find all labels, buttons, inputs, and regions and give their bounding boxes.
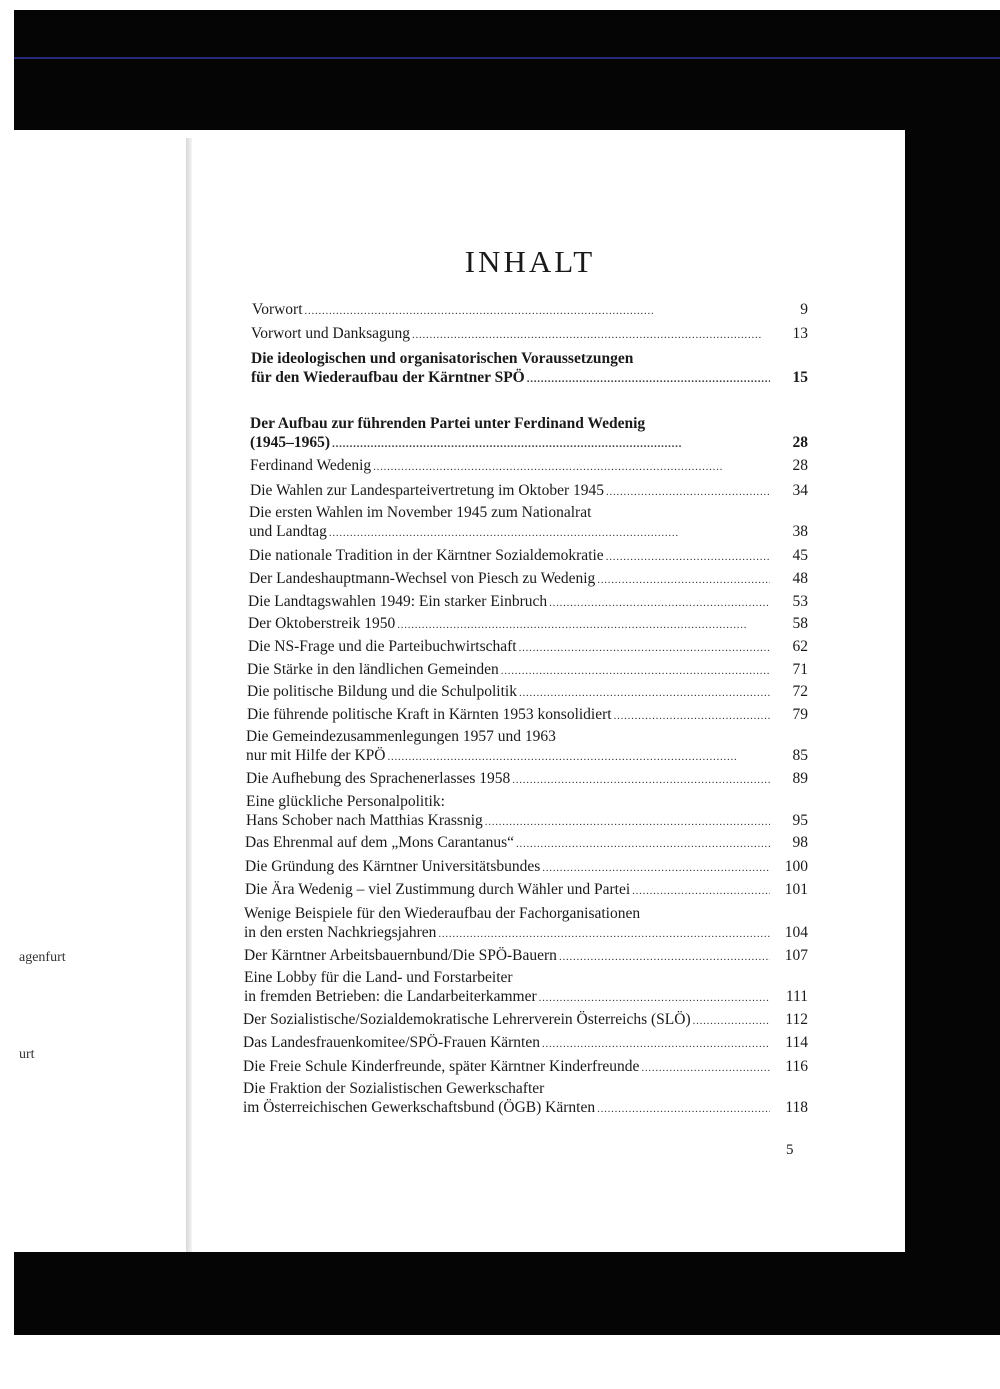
toc-entry <box>246 792 808 832</box>
toc-entry-page: 9 <box>800 301 808 318</box>
toc-entry-page: 28 <box>792 457 808 474</box>
dot-leader <box>693 1010 770 1031</box>
dot-leader <box>527 368 770 389</box>
toc-entry <box>246 769 808 790</box>
toc-entry <box>245 833 808 854</box>
toc-entry-page: 95 <box>792 812 808 829</box>
toc-entry-row <box>245 880 808 901</box>
dot-leader <box>412 324 770 345</box>
dot-leader <box>387 746 770 767</box>
dot-leader <box>641 1057 770 1078</box>
toc-entry-title: (1945–1965) <box>250 434 331 451</box>
toc-entry <box>249 546 808 567</box>
toc-entry <box>244 946 808 967</box>
dot-leader <box>606 481 770 502</box>
toc-entry-page: 85 <box>792 747 808 764</box>
toc-entry-row <box>251 368 808 389</box>
toc-entry-row <box>247 705 808 726</box>
toc-entry <box>243 1057 808 1078</box>
toc-entry <box>250 481 808 502</box>
toc-entry-title: Die Aufhebung des Sprachenerlasses 1958 <box>246 770 511 787</box>
toc-entry-row <box>244 987 808 1008</box>
toc-entry-row <box>244 923 808 944</box>
toc-entry-page: 45 <box>792 547 808 564</box>
toc-entry-title: Die politische Bildung und die Schulpolitik <box>247 683 517 700</box>
toc-entry-page: 15 <box>792 369 808 386</box>
toc-entry-title: Das Landesfrauenkomitee/SPÖ-Frauen Kärnten <box>243 1034 540 1051</box>
dot-leader <box>632 880 770 901</box>
toc-entry-title-line: Die Gemeindezusammenlegungen 1957 und 1963 <box>246 728 556 745</box>
toc-entry <box>246 727 808 767</box>
toc-entry-page: 118 <box>785 1099 808 1116</box>
toc-entry-title: nur mit Hilfe der KPÖ <box>246 747 386 764</box>
dot-leader <box>397 614 770 635</box>
toc-entry-row <box>248 592 808 613</box>
toc-entry-title: Vorwort und Danksagung <box>251 325 411 342</box>
dot-leader <box>329 522 770 543</box>
toc-entry <box>244 968 808 1008</box>
toc-entry-title: in den ersten Nachkriegsjahren <box>244 924 437 941</box>
toc-entry-title-line: Die ersten Wahlen im November 1945 zum Nationalrat <box>249 504 592 521</box>
dot-leader <box>519 682 770 703</box>
toc-entry-page: 13 <box>792 325 808 342</box>
toc-entry-page: 101 <box>784 881 808 898</box>
toc-entry-row <box>245 857 808 878</box>
toc-entry-title: Das Ehrenmal auf dem „Mons Carantanus“ <box>245 834 515 851</box>
toc-entry-title: Vorwort <box>252 301 303 318</box>
toc-entry-row <box>250 481 808 502</box>
toc-entry <box>243 1010 808 1031</box>
toc-entry-row <box>243 1010 808 1031</box>
toc-entry-row <box>243 1033 808 1054</box>
toc-entry <box>244 904 808 944</box>
toc-entry-title-line: Der Aufbau zur führenden Partei unter Ferdinand Wedenig <box>250 415 646 432</box>
toc-entry <box>243 1033 808 1054</box>
dot-leader <box>614 705 770 726</box>
toc-entry-title: Der Landeshauptmann-Wechsel von Piesch zu Wedenig <box>249 570 596 587</box>
toc-entry-page: 72 <box>792 683 808 700</box>
toc-entry-title: Die NS-Frage und die Parteibuchwirtschaft <box>248 638 517 655</box>
toc-entry-page: 48 <box>792 570 808 587</box>
toc-entry <box>247 705 808 726</box>
toc-entry-row <box>252 300 808 321</box>
dot-leader <box>512 769 770 790</box>
toc-entry-row <box>243 1098 808 1119</box>
toc-entry-title: Der Kärntner Arbeitsbauernbund/Die SPÖ-Bauern <box>244 947 557 964</box>
toc-entry-row <box>250 456 808 477</box>
toc-entry-page: 79 <box>792 706 808 723</box>
dot-leader <box>332 433 770 454</box>
toc-entry <box>248 614 808 635</box>
toc-entry-page: 89 <box>792 770 808 787</box>
toc-entry <box>252 300 808 321</box>
dot-leader <box>501 660 770 681</box>
toc-entry-title: Die Stärke in den ländlichen Gemeinden <box>247 661 499 678</box>
toc-entry <box>247 660 808 681</box>
toc-entry-title: Ferdinand Wedenig <box>250 457 372 474</box>
toc-entry-title-line: Wenige Beispiele für den Wiederaufbau der Fachorganisationen <box>244 905 641 922</box>
toc-entry-title: in fremden Betrieben: die Landarbeiterkammer <box>244 988 537 1005</box>
toc-entry-row <box>246 811 808 832</box>
toc-entry <box>249 503 808 543</box>
toc-entry-title: im Österreichischen Gewerkschaftsbund (ÖGB) Kärnten <box>243 1099 596 1116</box>
dot-leader <box>485 811 770 832</box>
toc-entry-row <box>249 522 808 543</box>
dot-leader <box>516 833 770 854</box>
toc-entry <box>245 880 808 901</box>
toc-entry <box>243 1079 808 1119</box>
dot-leader <box>519 637 770 658</box>
dot-leader <box>373 456 770 477</box>
margin-note: urt <box>19 1047 35 1062</box>
toc-entry-page: 71 <box>792 661 808 678</box>
toc-entry-page: 107 <box>784 947 808 964</box>
dot-leader <box>549 592 770 613</box>
dot-leader <box>305 300 770 321</box>
toc-entry-title: Die Wahlen zur Landesparteivertretung im Oktober 1945 <box>250 482 604 499</box>
toc-entry-title: für den Wiederaufbau der Kärntner SPÖ <box>251 369 525 386</box>
dot-leader <box>539 987 770 1008</box>
toc-entry-row <box>245 833 808 854</box>
dot-leader <box>559 946 770 967</box>
toc-entry-row <box>248 637 808 658</box>
toc-entry <box>250 456 808 477</box>
toc-entry-page: 104 <box>784 924 808 941</box>
toc-entry-page: 53 <box>792 593 808 610</box>
dot-leader <box>597 569 770 590</box>
toc-entry <box>248 637 808 658</box>
dot-leader <box>597 1098 770 1119</box>
toc-entry <box>250 414 808 454</box>
toc-entry-page: 114 <box>785 1034 808 1051</box>
toc-entry-page: 34 <box>792 482 808 499</box>
toc-entry-title: Die Freie Schule Kinderfreunde, später Kärntner Kinderfreunde <box>243 1058 640 1075</box>
toc-entry-row <box>244 946 808 967</box>
toc-entry-title: Die nationale Tradition in der Kärntner Sozialdemokratie <box>249 547 604 564</box>
dot-leader <box>606 546 770 567</box>
toc-entry-title-line: Die Fraktion der Sozialistischen Gewerkschafter <box>243 1080 545 1097</box>
toc-entry-page: 98 <box>792 834 808 851</box>
toc-entry-page: 116 <box>785 1058 808 1075</box>
toc-entry <box>247 682 808 703</box>
toc-entry-title: und Landtag <box>249 523 327 540</box>
page-number: 5 <box>786 1142 794 1158</box>
page-title: INHALT <box>464 244 596 279</box>
toc-entry <box>245 857 808 878</box>
toc-entry-title: Die Landtagswahlen 1949: Ein starker Einbruch <box>248 593 548 610</box>
toc-entry <box>249 569 808 590</box>
toc-entry-title-line: Eine Lobby für die Land- und Forstarbeiter <box>244 969 513 986</box>
toc-entry-row <box>243 1057 808 1078</box>
toc-entry-row <box>246 746 808 767</box>
toc-entry-row <box>246 769 808 790</box>
toc-entry-page: 58 <box>792 615 808 632</box>
toc-entry-title: Die Ära Wedenig – viel Zustimmung durch Wähler und Partei <box>245 881 631 898</box>
toc-entry <box>251 324 808 345</box>
toc-entry <box>248 592 808 613</box>
toc-entry-row <box>247 682 808 703</box>
dot-leader <box>438 923 770 944</box>
toc-entry-page: 38 <box>792 523 808 540</box>
toc-entry-title: Die führende politische Kraft in Kärnten 1953 konsolidiert <box>247 706 612 723</box>
toc-entry-row <box>250 433 808 454</box>
margin-note: agenfurt <box>19 950 66 965</box>
toc-entry-page: 100 <box>784 858 808 875</box>
toc-entry-page: 62 <box>792 638 808 655</box>
dot-leader <box>542 857 770 878</box>
toc-entry-title: Hans Schober nach Matthias Krassnig <box>246 812 483 829</box>
dot-leader <box>542 1033 770 1054</box>
toc-entry-row <box>249 569 808 590</box>
toc-entry-title-line: Eine glückliche Personalpolitik: <box>246 793 445 810</box>
toc-entry-title: Die Gründung des Kärntner Universitätsbundes <box>245 858 541 875</box>
toc-entry-row <box>248 614 808 635</box>
toc-entry-title: Der Oktoberstreik 1950 <box>248 615 396 632</box>
toc-entry-page: 111 <box>785 988 808 1005</box>
toc-entry-row <box>247 660 808 681</box>
toc-entry-title: Der Sozialistische/Sozialdemokratische Lehrerverein Österreichs (SLÖ) <box>243 1011 691 1028</box>
toc-entry-page: 28 <box>792 434 808 451</box>
toc-entry-row <box>249 546 808 567</box>
toc-entry-row <box>251 324 808 345</box>
toc-entry-title-line: Die ideologischen und organisatorischen Voraussetzungen <box>251 350 634 367</box>
toc-entry <box>251 349 808 389</box>
toc-entry-page: 112 <box>785 1011 808 1028</box>
